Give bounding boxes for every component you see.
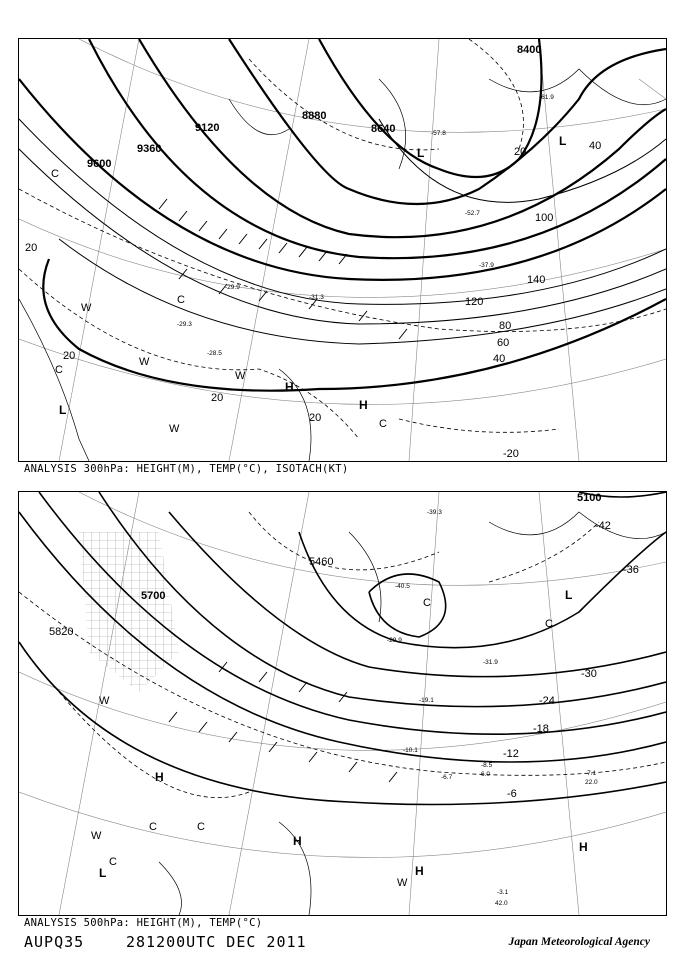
station-value: -57.8 <box>431 130 446 137</box>
low-center: L <box>559 134 567 148</box>
height-label-9120: 9120 <box>195 122 220 134</box>
analysis-300hpa-map <box>18 38 667 462</box>
isotach-label-40-b: 40 <box>589 140 602 152</box>
cold-center: C <box>423 597 431 609</box>
isotach-label-120: 120 <box>465 296 484 308</box>
analysis-500hpa-map <box>18 491 667 916</box>
isotach-label-20-a: 20 <box>25 242 38 254</box>
station-value: 42.0 <box>495 900 508 907</box>
map-500hpa-svg <box>19 492 666 915</box>
station-value: -6.7 <box>441 774 453 781</box>
height-label-9600: 9600 <box>87 158 112 170</box>
high-center: H <box>285 380 294 394</box>
height-label-5460: 5460 <box>309 556 334 568</box>
map-300hpa-svg <box>19 39 666 461</box>
isotach-label-100: 100 <box>535 212 554 224</box>
isotach-label-80: 80 <box>499 320 512 332</box>
coastlines <box>159 512 666 915</box>
cold-center: C <box>51 168 59 180</box>
station-value: -39.3 <box>427 509 442 516</box>
station-value: -29.9 <box>387 637 402 644</box>
temp-label-minus6: -6 <box>507 788 517 800</box>
cold-center: C <box>149 821 157 833</box>
temp-label-minus30: -30 <box>581 668 597 680</box>
height-label-5820: 5820 <box>49 626 74 638</box>
cold-center: C <box>379 418 387 430</box>
high-center: H <box>359 398 368 412</box>
warm-center: W <box>169 423 180 435</box>
cold-center: C <box>177 294 185 306</box>
warm-center: W <box>397 877 408 889</box>
station-value: -19.1 <box>419 697 434 704</box>
isotach-label-20-b: 20 <box>63 350 76 362</box>
isotach-label-140: 140 <box>527 274 546 286</box>
isotherms <box>19 39 666 439</box>
moist-area-hatch <box>79 532 179 692</box>
station-value: -52.7 <box>465 210 480 217</box>
cold-center: C <box>55 364 63 376</box>
isotach-label-20-d: 20 <box>309 412 322 424</box>
cold-center: C <box>197 821 205 833</box>
low-center: L <box>99 866 107 880</box>
height-label-9360: 9360 <box>137 143 162 155</box>
temp-label-minus24: -24 <box>539 695 555 707</box>
cold-center: C <box>109 856 117 868</box>
low-center: L <box>565 588 573 602</box>
height-label-8400: 8400 <box>517 44 542 56</box>
warm-center: W <box>139 356 150 368</box>
station-value: -40.5 <box>395 583 410 590</box>
height-label-5700: 5700 <box>141 590 166 602</box>
station-value: -29.9 <box>225 284 240 291</box>
high-center: H <box>415 864 424 878</box>
cold-center: C <box>545 618 553 630</box>
temp-label-minus12: -12 <box>503 748 519 760</box>
height-label-8640: 8640 <box>371 123 396 135</box>
warm-center: W <box>235 370 246 382</box>
agency-name: Japan Meteorological Agency <box>508 936 650 948</box>
station-value: -61.9 <box>539 94 554 101</box>
analysis-datetime: 281200UTC DEC 2011 <box>126 933 307 951</box>
warm-center: W <box>91 830 102 842</box>
station-value: 6.0 <box>481 771 491 778</box>
station-value: -28.5 <box>207 350 222 357</box>
temp-label-minus42: -42 <box>595 520 611 532</box>
caption-500hpa: ANALYSIS 500hPa: HEIGHT(M), TEMP(°C) <box>24 917 263 929</box>
station-value: 22.0 <box>585 779 598 786</box>
caption-300hpa: ANALYSIS 300hPa: HEIGHT(M), TEMP(°C), ISOTACH(KT) <box>24 463 349 475</box>
temp-label-minus18: -18 <box>533 723 549 735</box>
isotach-label-40-a: 40 <box>493 353 506 365</box>
coastlines <box>19 69 666 461</box>
warm-center: W <box>99 695 110 707</box>
station-value: -3.1 <box>497 889 509 896</box>
isotach-label-60: 60 <box>497 337 510 349</box>
station-value: -8.5 <box>481 762 493 769</box>
warm-center: W <box>81 302 92 314</box>
graticule <box>19 39 666 461</box>
isotach-label-20-e: 20 <box>514 146 527 158</box>
station-value: -10.1 <box>403 747 418 754</box>
low-center: L <box>417 146 425 160</box>
high-center: H <box>155 770 164 784</box>
station-value: -20 <box>503 448 519 460</box>
isotach-label-20-c: 20 <box>211 392 224 404</box>
station-value: -37.9 <box>479 262 494 269</box>
station-value: -29.3 <box>177 321 192 328</box>
high-center: H <box>579 840 588 854</box>
temp-label-minus36: -36 <box>623 564 639 576</box>
station-value: -31.9 <box>483 659 498 666</box>
station-value: -7.1 <box>585 770 597 777</box>
station-value: -31.3 <box>309 294 324 301</box>
height-label-5100: 5100 <box>577 492 602 504</box>
chart-code: AUPQ35 <box>24 933 85 951</box>
high-center: H <box>293 834 302 848</box>
height-label-8880: 8880 <box>302 110 327 122</box>
low-center: L <box>59 403 67 417</box>
